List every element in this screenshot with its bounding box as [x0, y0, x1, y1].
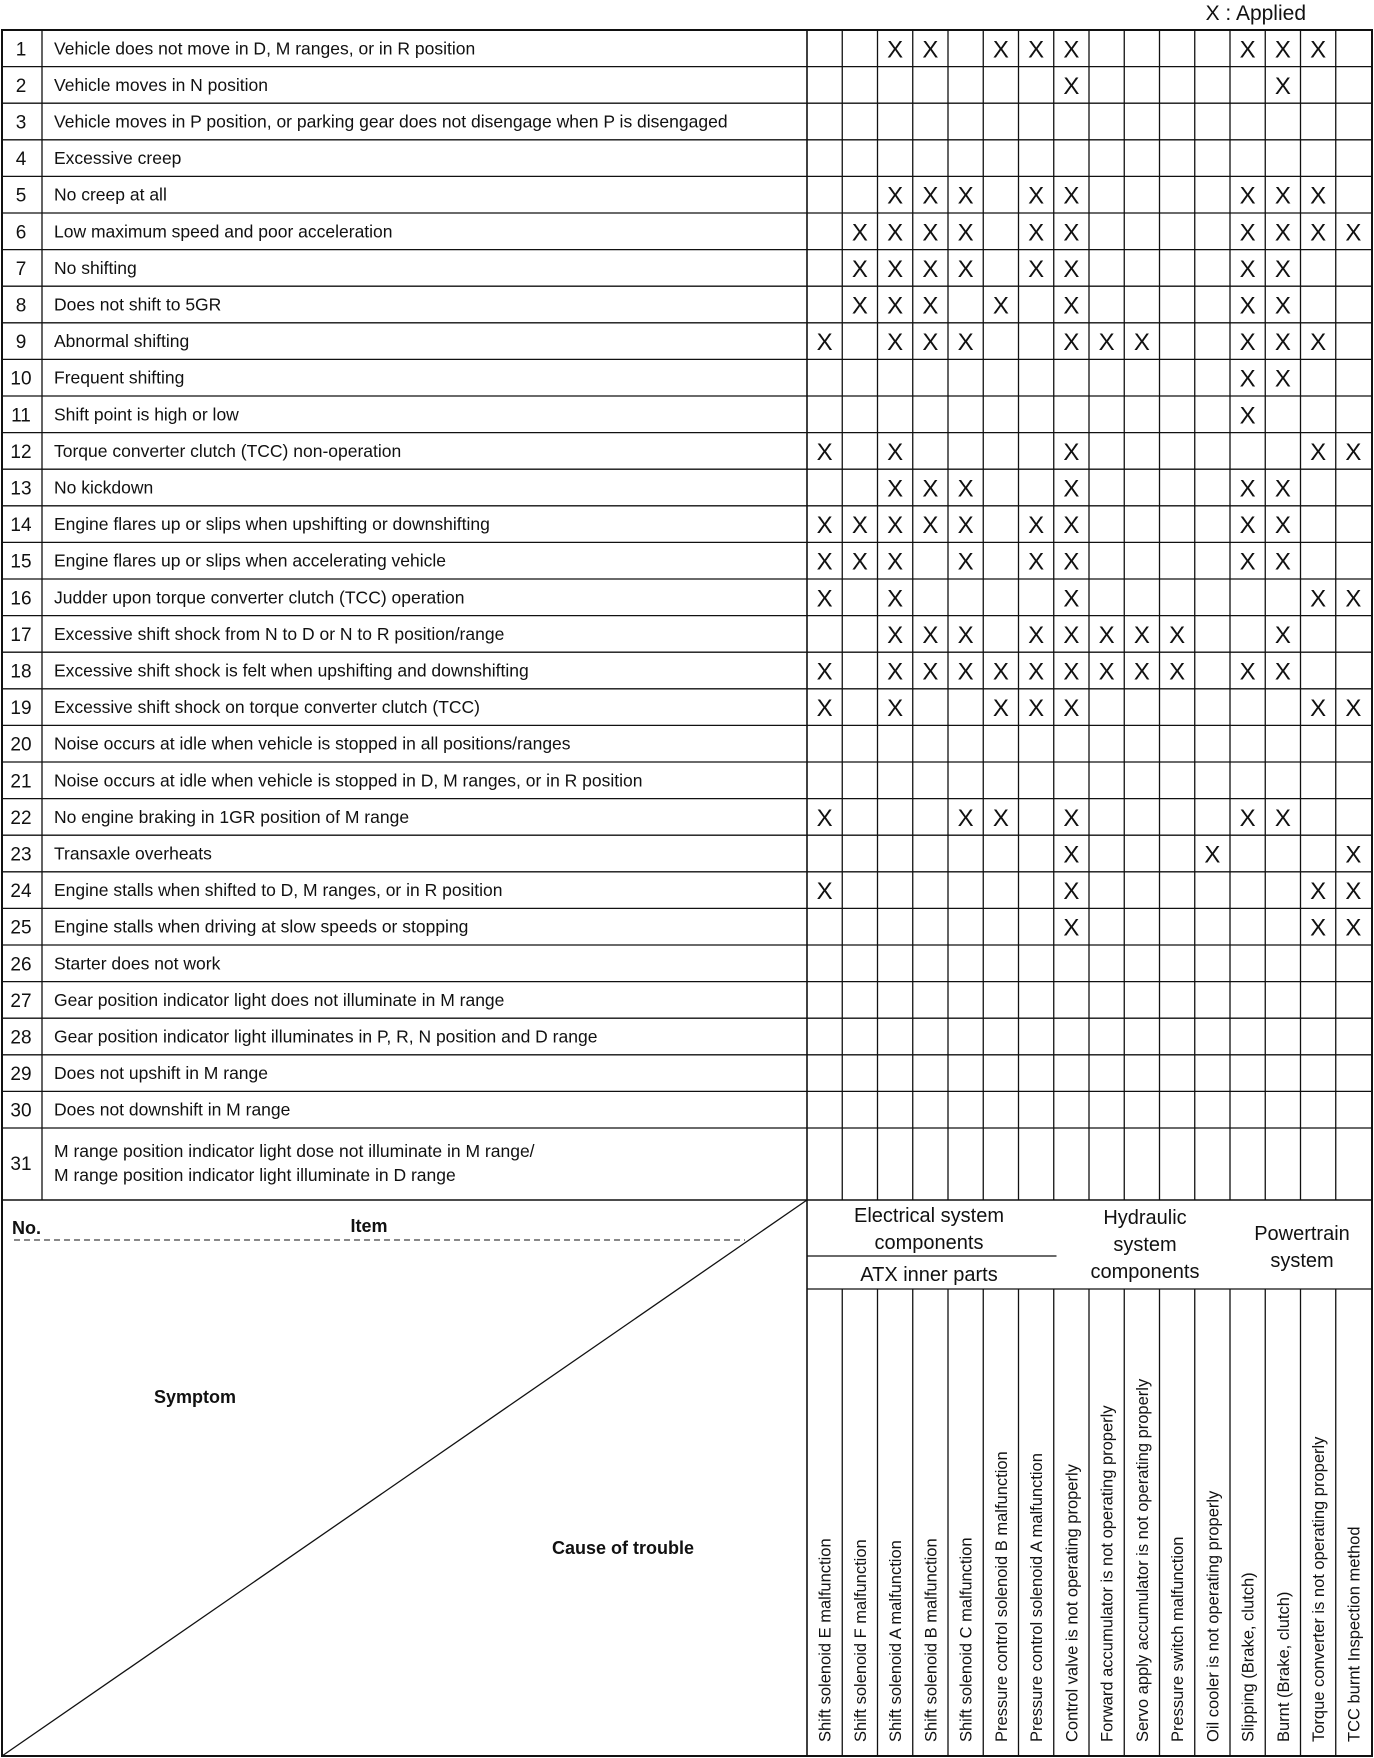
applied-mark: X — [1028, 182, 1045, 210]
group-powertrain-system: system — [1270, 1250, 1334, 1272]
applied-mark: X — [1063, 548, 1080, 576]
applied-mark: X — [1345, 438, 1362, 466]
applied-mark: X — [1310, 585, 1327, 613]
applied-mark: X — [922, 36, 939, 64]
symptom-text: Transaxle overheats — [54, 843, 212, 864]
row-number: 7 — [15, 258, 27, 280]
cause-label: Pressure control solenoid A malfunction — [1028, 1453, 1047, 1742]
symptom-text: Vehicle moves in P position, or parking gear does not disengage when P is disengaged — [54, 111, 728, 132]
applied-mark: X — [887, 512, 904, 540]
applied-mark: X — [1239, 329, 1256, 357]
group-powertrain-system: Powertrain — [1254, 1223, 1350, 1245]
row-number: 26 — [10, 954, 32, 976]
row-number: 14 — [10, 515, 32, 537]
applied-mark: X — [887, 695, 904, 723]
row-number: 11 — [11, 405, 31, 427]
applied-mark: X — [957, 182, 974, 210]
applied-mark: X — [851, 255, 868, 283]
symptom-text: Torque converter clutch (TCC) non-operation — [54, 440, 402, 461]
symptom-text: Noise occurs at idle when vehicle is stopped in D, M ranges, or in R position — [54, 770, 643, 791]
applied-mark: X — [1239, 475, 1256, 503]
applied-mark: X — [1063, 329, 1080, 357]
applied-mark: X — [1345, 914, 1362, 942]
symptom-text: Excessive shift shock on torque converter clutch (TCC) — [54, 697, 480, 718]
applied-mark: X — [887, 548, 904, 576]
cause-label: Servo apply accumulator is not operating properly — [1133, 1378, 1152, 1742]
applied-mark: X — [887, 585, 904, 613]
applied-mark: X — [1239, 512, 1256, 540]
applied-mark: X — [1274, 621, 1291, 649]
row-number: 22 — [10, 807, 32, 829]
row-number: 6 — [15, 222, 27, 244]
cause-label: Shift solenoid F malfunction — [851, 1539, 870, 1742]
applied-mark: X — [1028, 548, 1045, 576]
row-number: 12 — [10, 441, 32, 463]
applied-mark: X — [816, 585, 833, 613]
applied-mark: X — [816, 658, 833, 686]
row-number: 1 — [15, 39, 27, 61]
symptom-text: Does not shift to 5GR — [54, 294, 222, 315]
symptom-text: Engine flares up or slips when accelerating vehicle — [54, 550, 447, 571]
applied-mark: X — [1063, 72, 1080, 100]
applied-mark: X — [1239, 548, 1256, 576]
applied-mark: X — [1098, 329, 1115, 357]
applied-mark: X — [957, 475, 974, 503]
applied-mark: X — [1274, 548, 1291, 576]
header-diagonal — [2, 1200, 807, 1756]
row-number: 2 — [15, 75, 27, 97]
applied-mark: X — [957, 621, 974, 649]
symptom-text: M range position indicator light illuminate in D range — [54, 1165, 456, 1185]
applied-mark: X — [1274, 292, 1291, 320]
symptom-text: Vehicle moves in N position — [54, 74, 268, 95]
applied-mark: X — [1239, 804, 1256, 832]
row-number: 19 — [10, 698, 32, 720]
applied-mark: X — [1274, 219, 1291, 247]
applied-mark: X — [957, 658, 974, 686]
group-hydraulic-system: Hydraulic — [1103, 1207, 1187, 1229]
row-number: 8 — [15, 295, 27, 317]
symptom-text: Starter does not work — [54, 953, 221, 974]
row-number: 17 — [10, 624, 32, 646]
applied-mark: X — [922, 329, 939, 357]
applied-mark: X — [1133, 621, 1150, 649]
applied-mark: X — [957, 548, 974, 576]
applied-mark: X — [1063, 841, 1080, 869]
applied-mark: X — [1274, 36, 1291, 64]
applied-mark: X — [816, 804, 833, 832]
applied-mark: X — [887, 36, 904, 64]
row-number: 20 — [10, 734, 32, 756]
symptom-text: Gear position indicator light does not illuminate in M range — [54, 989, 505, 1010]
applied-mark: X — [1063, 695, 1080, 723]
applied-mark: X — [922, 255, 939, 283]
applied-mark: X — [1274, 329, 1291, 357]
applied-mark: X — [1310, 36, 1327, 64]
symptom-text: Gear position indicator light illuminates in P, R, N position and D range — [54, 1026, 598, 1047]
applied-mark: X — [816, 512, 833, 540]
cause-label: Pressure switch malfunction — [1169, 1536, 1188, 1742]
applied-mark: X — [957, 255, 974, 283]
cause-label: Shift solenoid A malfunction — [887, 1540, 906, 1742]
applied-mark: X — [1063, 585, 1080, 613]
applied-mark: X — [1063, 512, 1080, 540]
applied-mark: X — [1239, 36, 1256, 64]
applied-mark: X — [1274, 182, 1291, 210]
applied-mark: X — [1063, 914, 1080, 942]
row-number: 23 — [10, 844, 32, 866]
row-number: 27 — [10, 990, 32, 1012]
applied-mark: X — [887, 621, 904, 649]
symptom-text: Noise occurs at idle when vehicle is stopped in all positions/ranges — [54, 733, 571, 754]
row-number: 18 — [10, 661, 32, 683]
symptom-text: Engine stalls when shifted to D, M ranges, or in R position — [54, 880, 503, 901]
row-number: 21 — [10, 771, 32, 793]
cause-label: Control valve is not operating properly — [1063, 1464, 1082, 1742]
applied-mark: X — [1098, 658, 1115, 686]
cause-label: TCC burnt Inspection method — [1345, 1526, 1364, 1742]
applied-mark: X — [992, 804, 1009, 832]
applied-mark: X — [1239, 658, 1256, 686]
row-number: 15 — [10, 551, 32, 573]
applied-mark: X — [1063, 475, 1080, 503]
applied-mark: X — [1063, 621, 1080, 649]
applied-mark: X — [1063, 255, 1080, 283]
applied-mark: X — [1098, 621, 1115, 649]
symptom-text: No engine braking in 1GR position of M range — [54, 806, 410, 827]
applied-mark: X — [1274, 658, 1291, 686]
applied-mark: X — [851, 292, 868, 320]
applied-mark: X — [1239, 402, 1256, 430]
applied-mark: X — [1239, 182, 1256, 210]
applied-mark: X — [1063, 182, 1080, 210]
applied-mark: X — [816, 878, 833, 906]
row-number: 29 — [10, 1064, 32, 1086]
applied-mark: X — [1028, 658, 1045, 686]
symptom-text: Frequent shifting — [54, 367, 185, 388]
applied-mark: X — [887, 255, 904, 283]
symptom-text: Engine stalls when driving at slow speeds or stopping — [54, 916, 469, 937]
row-number: 10 — [10, 368, 32, 390]
applied-mark: X — [851, 219, 868, 247]
symptom-text: Excessive shift shock is felt when upshifting and downshifting — [54, 660, 529, 681]
applied-mark: X — [1063, 878, 1080, 906]
applied-mark: X — [1274, 475, 1291, 503]
applied-mark: X — [1239, 292, 1256, 320]
applied-mark: X — [1345, 585, 1362, 613]
legend-applied: X : Applied — [1205, 2, 1306, 25]
applied-mark: X — [1274, 804, 1291, 832]
group-hydraulic-system: system — [1113, 1234, 1177, 1256]
applied-mark: X — [887, 329, 904, 357]
applied-mark: X — [922, 512, 939, 540]
applied-mark: X — [922, 292, 939, 320]
group-electrical-system: components — [874, 1232, 984, 1254]
symptom-text: Vehicle does not move in D, M ranges, or in R position — [54, 38, 476, 59]
symptom-rows — [10, 36, 1361, 1185]
applied-mark: X — [922, 621, 939, 649]
applied-mark: X — [1063, 292, 1080, 320]
applied-mark: X — [1310, 914, 1327, 942]
applied-mark: X — [1345, 841, 1362, 869]
symptom-text: No creep at all — [54, 184, 167, 205]
applied-mark: X — [957, 512, 974, 540]
applied-mark: X — [992, 292, 1009, 320]
applied-mark: X — [1274, 512, 1291, 540]
group-atx-inner-parts: ATX inner parts — [860, 1264, 998, 1286]
cause-label: Forward accumulator is not operating properly — [1098, 1405, 1117, 1742]
applied-mark: X — [1063, 804, 1080, 832]
header-no: No. — [12, 1218, 41, 1238]
applied-mark: X — [1310, 878, 1327, 906]
applied-mark: X — [992, 658, 1009, 686]
symptom-text: M range position indicator light dose not illuminate in M range/ — [54, 1141, 535, 1161]
row-number: 31 — [10, 1154, 32, 1175]
symptom-text: Engine flares up or slips when upshifting or downshifting — [54, 514, 490, 535]
applied-mark: X — [1204, 841, 1221, 869]
applied-mark: X — [1310, 219, 1327, 247]
symptom-text: Does not downshift in M range — [54, 1099, 291, 1120]
applied-mark: X — [887, 475, 904, 503]
applied-mark: X — [992, 36, 1009, 64]
applied-mark: X — [1345, 695, 1362, 723]
applied-mark: X — [1028, 512, 1045, 540]
symptom-text: Excessive creep — [54, 148, 182, 169]
symptom-text: Shift point is high or low — [54, 404, 239, 425]
applied-mark: X — [887, 658, 904, 686]
cause-label: Torque converter is not operating properly — [1310, 1436, 1329, 1742]
row-number: 16 — [10, 588, 32, 610]
row-number: 3 — [15, 112, 27, 134]
table-header — [12, 1216, 998, 1558]
applied-mark: X — [1028, 255, 1045, 283]
cause-label: Pressure control solenoid B malfunction — [992, 1451, 1011, 1742]
applied-mark: X — [922, 475, 939, 503]
applied-mark: X — [922, 658, 939, 686]
applied-mark: X — [1345, 878, 1362, 906]
cause-label: Shift solenoid B malfunction — [922, 1538, 941, 1742]
row-number: 24 — [10, 881, 32, 903]
applied-mark: X — [1028, 219, 1045, 247]
symptom-text: No kickdown — [54, 477, 154, 498]
applied-mark: X — [1274, 255, 1291, 283]
row-number: 9 — [15, 332, 27, 354]
applied-mark: X — [992, 695, 1009, 723]
applied-mark: X — [851, 548, 868, 576]
symptom-text: No shifting — [54, 257, 137, 278]
row-number: 5 — [15, 185, 27, 207]
applied-mark: X — [1310, 329, 1327, 357]
applied-mark: X — [1028, 36, 1045, 64]
symptom-text: Does not upshift in M range — [54, 1063, 269, 1084]
applied-mark: X — [1239, 255, 1256, 283]
applied-mark: X — [1345, 219, 1362, 247]
cause-label: Shift solenoid C malfunction — [957, 1537, 976, 1742]
applied-mark: X — [922, 182, 939, 210]
applied-mark: X — [1133, 329, 1150, 357]
symptom-text: Excessive shift shock from N to D or N to R position/range — [54, 623, 505, 644]
row-number: 13 — [10, 478, 32, 500]
applied-mark: X — [957, 219, 974, 247]
applied-mark: X — [816, 438, 833, 466]
applied-mark: X — [957, 804, 974, 832]
applied-mark: X — [1239, 365, 1256, 393]
applied-mark: X — [1239, 219, 1256, 247]
applied-mark: X — [887, 438, 904, 466]
applied-mark: X — [887, 292, 904, 320]
applied-mark: X — [1133, 658, 1150, 686]
cause-labels — [817, 1378, 1364, 1742]
applied-mark: X — [887, 182, 904, 210]
applied-mark: X — [1274, 365, 1291, 393]
symptom-text: Low maximum speed and poor acceleration — [54, 221, 393, 242]
row-number: 4 — [15, 149, 27, 171]
cause-label: Shift solenoid E malfunction — [816, 1538, 835, 1742]
applied-mark: X — [851, 512, 868, 540]
applied-mark: X — [1310, 438, 1327, 466]
applied-mark: X — [887, 219, 904, 247]
applied-mark: X — [1063, 438, 1080, 466]
row-number: 28 — [10, 1027, 32, 1049]
applied-mark: X — [1063, 219, 1080, 247]
applied-mark: X — [1028, 695, 1045, 723]
applied-mark: X — [1063, 36, 1080, 64]
applied-mark: X — [816, 329, 833, 357]
cause-label: Slipping (Brake, clutch) — [1239, 1572, 1258, 1742]
symptom-text: Judder upon torque converter clutch (TCC) operation — [54, 587, 465, 608]
group-hydraulic-system: components — [1090, 1261, 1200, 1283]
applied-mark: X — [957, 329, 974, 357]
applied-mark: X — [922, 219, 939, 247]
row-number: 30 — [10, 1100, 32, 1122]
applied-mark: X — [1169, 658, 1186, 686]
applied-mark: X — [1169, 621, 1186, 649]
applied-mark: X — [1310, 695, 1327, 723]
applied-mark: X — [816, 548, 833, 576]
applied-mark: X — [816, 695, 833, 723]
applied-mark: X — [1063, 658, 1080, 686]
applied-mark: X — [1028, 621, 1045, 649]
applied-mark: X — [1274, 72, 1291, 100]
cause-label: Burnt (Brake, clutch) — [1274, 1591, 1293, 1742]
header-item: Item — [350, 1216, 388, 1236]
symptom-text: Abnormal shifting — [54, 331, 190, 352]
group-electrical-system: Electrical system — [853, 1205, 1005, 1227]
row-number: 25 — [10, 917, 32, 939]
header-cause: Cause of trouble — [551, 1538, 695, 1558]
header-symptom: Symptom — [153, 1387, 237, 1407]
applied-mark: X — [1310, 182, 1327, 210]
cause-label: Oil cooler is not operating properly — [1204, 1490, 1223, 1742]
